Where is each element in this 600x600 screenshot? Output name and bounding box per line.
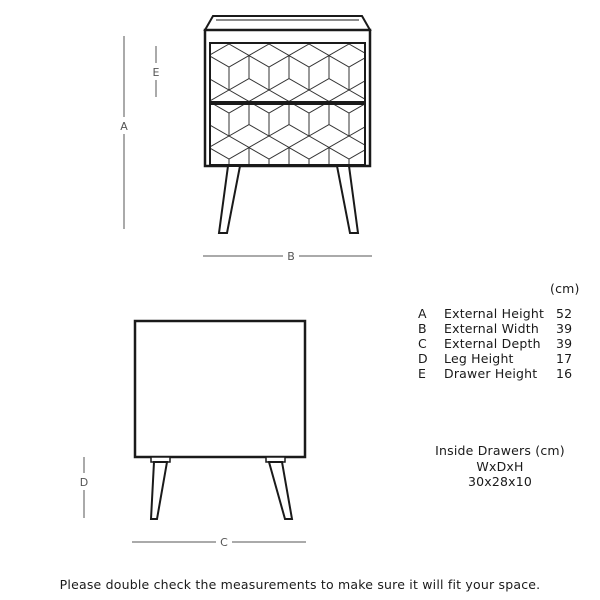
spec-name: Drawer Height [444, 366, 538, 381]
spec-letter: B [418, 321, 427, 336]
inside-drawers-format: WxDxH [476, 458, 524, 474]
dimension-e-label: E [152, 66, 160, 79]
top-drawer [210, 43, 365, 102]
side-left-leg [151, 462, 167, 519]
spec-name: External Depth [444, 336, 541, 351]
footer-note: Please double check the measurements to make sure it will fit your space. [59, 577, 541, 592]
top-lid [205, 16, 370, 30]
inside-drawers-dimensions: 30x28x10 [467, 474, 533, 489]
dimension-b-label: B [287, 250, 295, 263]
inside-drawers [400, 443, 600, 490]
side-view [135, 321, 305, 519]
spec-value: 39 [556, 321, 573, 336]
spec-letter: A [418, 306, 427, 321]
spec-name: Leg Height [444, 351, 514, 366]
spec-value: 52 [556, 306, 573, 321]
side-right-leg [269, 462, 292, 519]
spec-letter: C [418, 336, 427, 351]
spec-value: 39 [556, 336, 573, 351]
dimension-a [120, 36, 128, 229]
bottom-drawer [210, 104, 365, 165]
front-view [205, 16, 370, 233]
dimension-d-label: D [79, 476, 89, 489]
spec-value: 16 [556, 366, 573, 381]
spec-value: 17 [556, 351, 573, 366]
dimension-d [80, 457, 88, 518]
dimension-e [153, 46, 160, 97]
spec-name: External Width [444, 321, 539, 336]
dimension-b [203, 250, 372, 263]
spec-name: External Height [444, 306, 545, 321]
dimension-c [132, 536, 306, 549]
dimension-c-label: C [220, 536, 228, 549]
spec-letter: D [418, 351, 428, 366]
inside-drawers-title: Inside Drawers (cm) [435, 443, 565, 458]
dimension-a-label: A [120, 120, 128, 133]
front-left-leg [219, 166, 240, 233]
spec-letter: E [418, 366, 427, 381]
spec-unit: (cm) [550, 281, 580, 296]
front-right-leg [337, 166, 358, 233]
side-body [135, 321, 305, 457]
